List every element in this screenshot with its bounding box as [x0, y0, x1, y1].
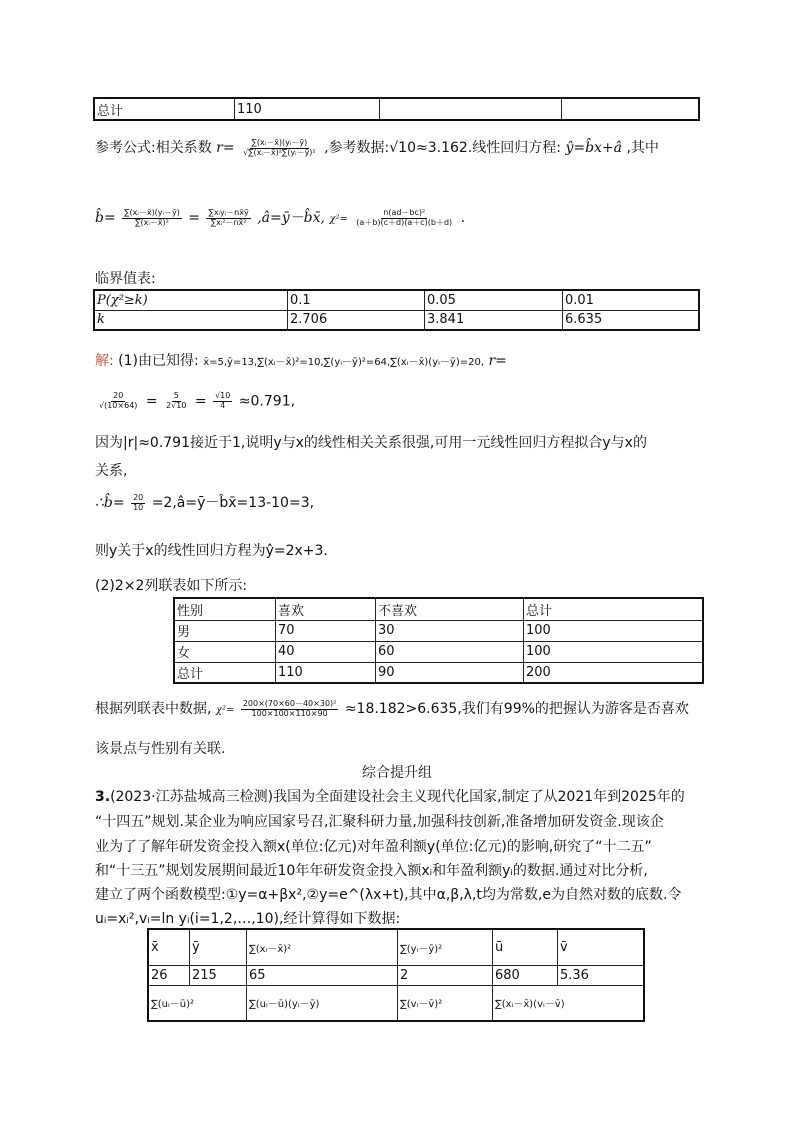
critical-title: 临界值表: — [95, 271, 156, 287]
solution-line-1 — [95, 350, 507, 370]
r-calc-fraction-2: $\frac{5}{2√10}$ — [166, 391, 187, 410]
contingency-cell: 男 — [174, 620, 276, 641]
reason-line-1: 因为|r|≈0.791接近于1,说明y与x的线性相关关系很强,可用一元线性回归方程拟合y与x的 — [95, 435, 647, 451]
top-total-table — [93, 97, 700, 121]
r-fraction — [241, 139, 318, 158]
problem3-line-6: uᵢ=xᵢ²,vᵢ=ln yᵢ(i=1,2,…,10),经计算得如下数据: — [95, 911, 401, 927]
critical-cell: k — [94, 310, 288, 330]
critical-value-table — [93, 289, 700, 331]
data-header-cell: ∑(xᵢ－x̄)² — [247, 929, 398, 965]
data-footer-cell: ∑(xᵢ－x̄)(vᵢ－v̄) — [493, 985, 645, 1021]
total-value: 110 — [235, 98, 380, 120]
contingency-cell: 110 — [276, 662, 376, 683]
contingency-cell: 女 — [174, 641, 276, 662]
r-calc-fraction-1: $\frac{20}{√(10\times 64)}$ — [99, 391, 138, 410]
conclusion-line-2: 该景点与性别有关联. — [95, 741, 226, 757]
critical-cell: 0.05 — [425, 290, 563, 310]
data-value-cell: 5.36 — [558, 965, 645, 985]
total-label: 总计 — [94, 98, 235, 120]
problem3-line-4: 和“十三五”规划发展期间最近10年年研发资金投入额xᵢ和年盈利额yᵢ的数据.通过对比分析, — [95, 863, 648, 879]
data-header-cell: v̄ — [558, 929, 645, 965]
b-fraction-1 — [122, 209, 182, 228]
critical-cell: 2.706 — [288, 310, 425, 330]
problem3-line-3: 业为了了解年研发资金投入额x(单位:亿元)对年盈利额y(单位:亿元)的影响,研究了“十二五” — [95, 839, 652, 855]
data-footer-cell: ∑(uᵢ－ū)² — [148, 985, 247, 1021]
data-header-cell: x̄ — [148, 929, 190, 965]
b-fraction-2 — [206, 209, 250, 228]
data-header-cell: ∑(yᵢ－ȳ)² — [398, 929, 493, 965]
formula-prefix: 参考公式:相关系数 — [95, 140, 212, 156]
critical-cell: 3.841 — [425, 310, 563, 330]
data-header-cell: ȳ — [190, 929, 247, 965]
r-denominator: √∑(xᵢ－x̄)²∑(yᵢ－ȳ)² — [243, 147, 316, 157]
r-equals: r= — [488, 353, 507, 369]
data-value-cell: 65 — [247, 965, 398, 985]
contingency-cell: 200 — [524, 662, 704, 683]
contingency-cell: 40 — [276, 641, 376, 662]
chi-numerator: n(ad－bc)² — [383, 207, 426, 217]
contingency-cell: 100 — [524, 641, 704, 662]
chi-calc-fraction: $\frac{\text{200×(70×60－40×30)²}}{100\times 100\times 110\times 90}$ — [242, 698, 337, 718]
ref-data: ,参考数据:√10≈3.162.线性回归方程: — [324, 140, 561, 156]
formula-line-1 — [95, 137, 659, 157]
contingency-cell: 100 — [524, 620, 704, 641]
b-numerator-2: ∑xᵢyᵢ－nx̄ȳ — [208, 207, 249, 217]
data-value-cell: 215 — [190, 965, 247, 985]
part1-stats: x̄=5,ȳ=13,∑(xᵢ－x̄)²=10,∑(yᵢ－ȳ)²=64,∑(xᵢ－x̄)(yᵢ－ȳ)=20, — [203, 357, 485, 368]
chi-denominator: (a＋b)(c＋d)(a＋c)(b＋d) — [356, 217, 453, 227]
problem3-line-2: “十四五”规划.某企业为响应国家号召,汇聚科研力量,加强科技创新,准备增加研发资金.现该企 — [95, 814, 664, 830]
data-value-cell: 680 — [493, 965, 558, 985]
conclusion-line-1: 根据列联表中数据, χ²= $\frac{\text{200×(70×60－40×30)²}}{100\times 100\times 110\times 90}$ ≈18.182>6.635,我们有99%的把握认为游客是否喜欢 — [95, 698, 689, 718]
b-denominator-1: ∑(xᵢ－x̄)² — [135, 217, 169, 227]
formula-line-2: b̂= $\frac{\text{∑(xᵢ－x̄)(yᵢ－ȳ)}}{\text{∑(xᵢ－x̄)²}}$ = $\frac{\text{∑xᵢyᵢ－nx̄ȳ}}{\text{∑xᵢ²－nx̄²}}$ ,â=ȳ－b̂x̄, χ²= $\frac{\text{n(ad－bc)²}}{(a+b)(c+d)(a+c)(b+d)}$ . — [95, 207, 466, 227]
critical-cell: P(χ²≥k) — [94, 290, 288, 310]
r-numerator: ∑(xᵢ－x̄)(yᵢ－ȳ) — [251, 137, 308, 147]
critical-cell: 0.1 — [288, 290, 425, 310]
b-hat-symbol: b̂= — [95, 210, 116, 226]
b-calc-line: ∴b̂= $\frac{20}{10}$ =2,â=ȳ－b̂x̄=13-10=3, — [95, 492, 315, 512]
contingency-cell: 60 — [376, 641, 524, 662]
b-numerator-1: ∑(xᵢ－x̄)(yᵢ－ȳ) — [124, 207, 180, 217]
part1-prefix: (1)由已知得: — [118, 353, 199, 369]
contingency-header-cell: 性别 — [174, 598, 276, 620]
critical-cell: 6.635 — [563, 310, 700, 330]
regression-formula: ŷ=b̂x+â — [565, 140, 623, 156]
contingency-header-cell: 喜欢 — [276, 598, 376, 620]
contingency-cell: 70 — [276, 620, 376, 641]
section-title: 综合提升组 — [362, 765, 432, 781]
r-calc-fraction-3: $\frac{√10}{4}$ — [215, 391, 231, 410]
r-calc-result: ≈0.791, — [238, 393, 296, 410]
solution-r-calc: $\frac{20}{√(10\times 64)}$ = $\frac{5}{2√10}$ = $\frac{√10}{4}$ ≈0.791, — [99, 391, 296, 410]
b-calc-fraction: $\frac{20}{10}$ — [133, 492, 144, 512]
formula-suffix: ,其中 — [626, 140, 659, 156]
solution-label: 解: — [95, 353, 114, 369]
contingency-header-cell: 总计 — [524, 598, 704, 620]
computed-data-table — [147, 928, 645, 1022]
problem3-number: 3. — [95, 789, 111, 805]
problem3-line-5: 建立了两个函数模型:①y=α+βx²,②y=e^(λx+t),其中α,β,λ,t均为常数,e为自然对数的底数.令 — [95, 887, 682, 903]
b-denominator-2: ∑xᵢ²－nx̄² — [210, 217, 247, 227]
contingency-cell: 总计 — [174, 662, 276, 683]
data-footer-cell: ∑(uᵢ－ū)(yᵢ－ȳ) — [247, 985, 398, 1021]
contingency-cell: 30 — [376, 620, 524, 641]
contingency-header-cell: 不喜欢 — [376, 598, 524, 620]
chi-fraction — [354, 209, 454, 228]
data-value-cell: 2 — [398, 965, 493, 985]
a-hat-formula: ,â=ȳ－b̂x̄, — [257, 210, 325, 226]
r-symbol: r= — [216, 140, 235, 156]
reason-line-2: 关系, — [95, 463, 128, 479]
regression-result-line: 则y关于x的线性回归方程为ŷ=2x+3. — [95, 543, 328, 559]
problem3-line-1: 3.(2023·江苏盐城高三检测)我国为全面建设社会主义现代化国家,制定了从2021年到2025年的 — [95, 789, 685, 805]
chi-symbol: χ²= — [329, 214, 348, 225]
data-header-cell: ū — [493, 929, 558, 965]
contingency-table — [173, 597, 704, 684]
part2-title: (2)2×2列联表如下所示: — [95, 578, 248, 594]
data-footer-cell: ∑(vᵢ－v̄)² — [398, 985, 493, 1021]
data-value-cell: 26 — [148, 965, 190, 985]
critical-cell: 0.01 — [563, 290, 700, 310]
contingency-cell: 90 — [376, 662, 524, 683]
